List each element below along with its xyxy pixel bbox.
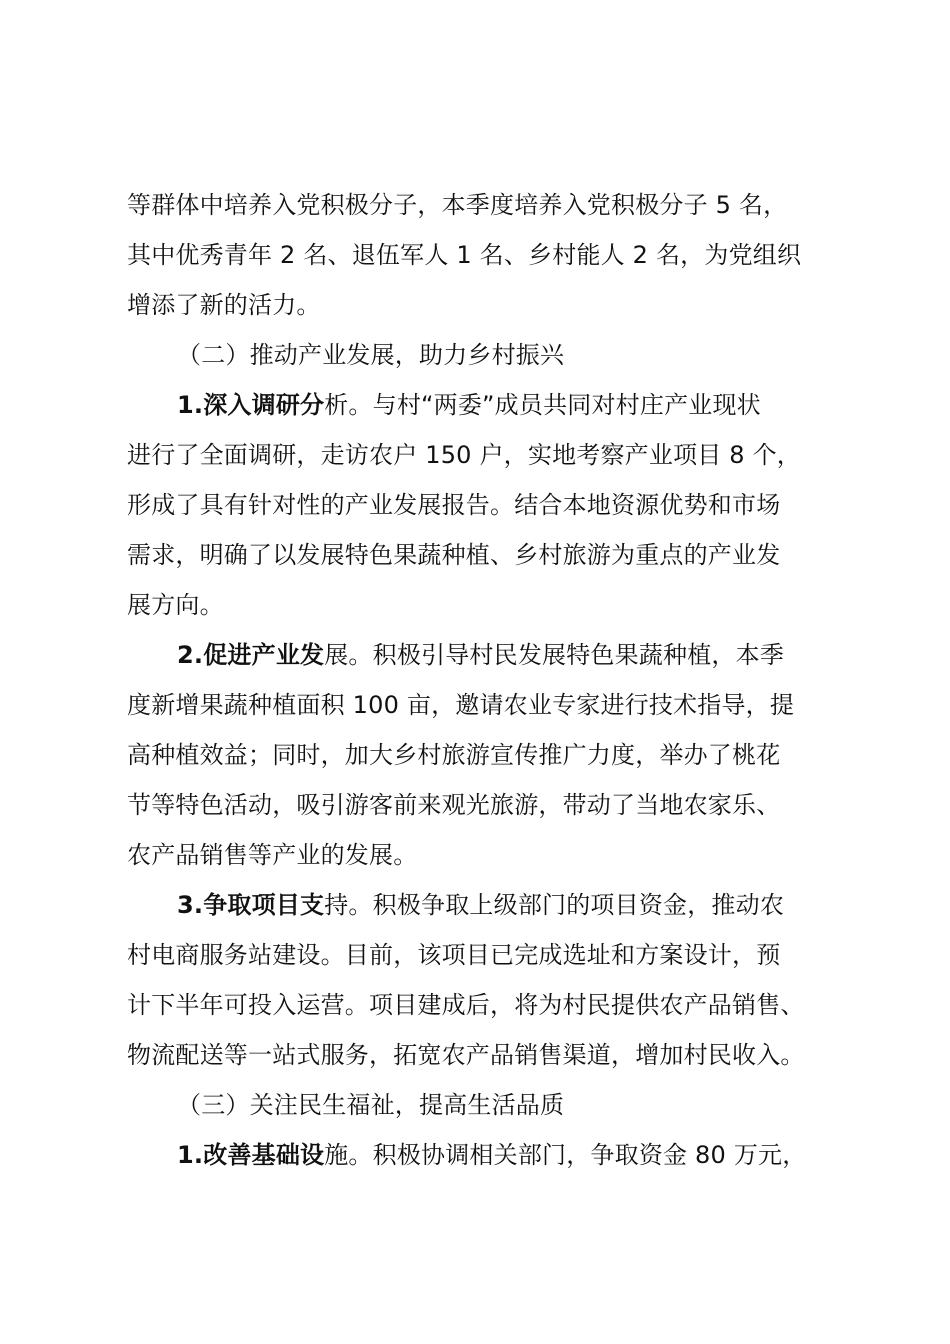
item-2-1-first-line — [127, 380, 847, 430]
paragraph-line: 需求，明确了以发展特色果蔬种植、乡村旅游为重点的产业发 — [127, 541, 781, 569]
item-2-2-text: 展。积极引导村民发展特色果蔬种植，本季 — [324, 641, 785, 669]
paragraph-line: 等群体中培养入党积极分子，本季度培养入党积极分子 5 名， — [127, 191, 788, 219]
item-3-1-first-line — [127, 1130, 847, 1180]
paragraph-line: 计下半年可投入运营。项目建成后，将为村民提供农产品销售、 — [127, 991, 805, 1019]
item-3-1-text: 施。积极协调相关部门，争取资金 80 万元， — [324, 1141, 807, 1169]
section-heading-3: （三）关注民生福祉，提高生活品质 — [177, 1091, 565, 1119]
item-2-1-title: 1.深入调研分 — [177, 391, 325, 419]
paragraph-line: 节等特色活动，吸引游客前来观光旅游，带动了当地农家乐、 — [127, 791, 781, 819]
item-2-2-title: 2.促进产业发 — [177, 641, 325, 669]
item-2-3-text: 持。积极争取上级部门的项目资金，推动农 — [324, 891, 785, 919]
paragraph-line: 农产品销售等产业的发展。 — [127, 841, 418, 869]
item-2-1-text: 析。与村“两委”成员共同对村庄产业现状 — [324, 391, 761, 419]
paragraph-line: 进行了全面调研，走访农户 150 户，实地考察产业项目 8 个， — [127, 441, 801, 469]
paragraph-line: 展方向。 — [127, 591, 224, 619]
item-2-3-first-line — [127, 880, 847, 930]
document-body — [127, 180, 847, 1180]
paragraph-line: 增添了新的活力。 — [127, 291, 321, 319]
item-2-3-title: 3.争取项目支 — [177, 891, 325, 919]
section-heading-2: （二）推动产业发展，助力乡村振兴 — [177, 341, 565, 369]
paragraph-line: 高种植效益；同时，加大乡村旅游宣传推广力度，举办了桃花 — [127, 741, 781, 769]
paragraph-line: 其中优秀青年 2 名、退伍军人 1 名、乡村能人 2 名，为党组织 — [127, 241, 802, 269]
paragraph-line: 形成了具有针对性的产业发展报告。结合本地资源优势和市场 — [127, 491, 781, 519]
paragraph-line: 度新增果蔬种植面积 100 亩，邀请农业专家进行技术指导，提 — [127, 691, 795, 719]
item-2-2-first-line — [127, 630, 847, 680]
paragraph-line: 村电商服务站建设。目前，该项目已完成选址和方案设计，预 — [127, 941, 781, 969]
item-3-1-title: 1.改善基础设 — [177, 1141, 325, 1169]
paragraph-line: 物流配送等一站式服务，拓宽农产品销售渠道，增加村民收入。 — [127, 1041, 805, 1069]
